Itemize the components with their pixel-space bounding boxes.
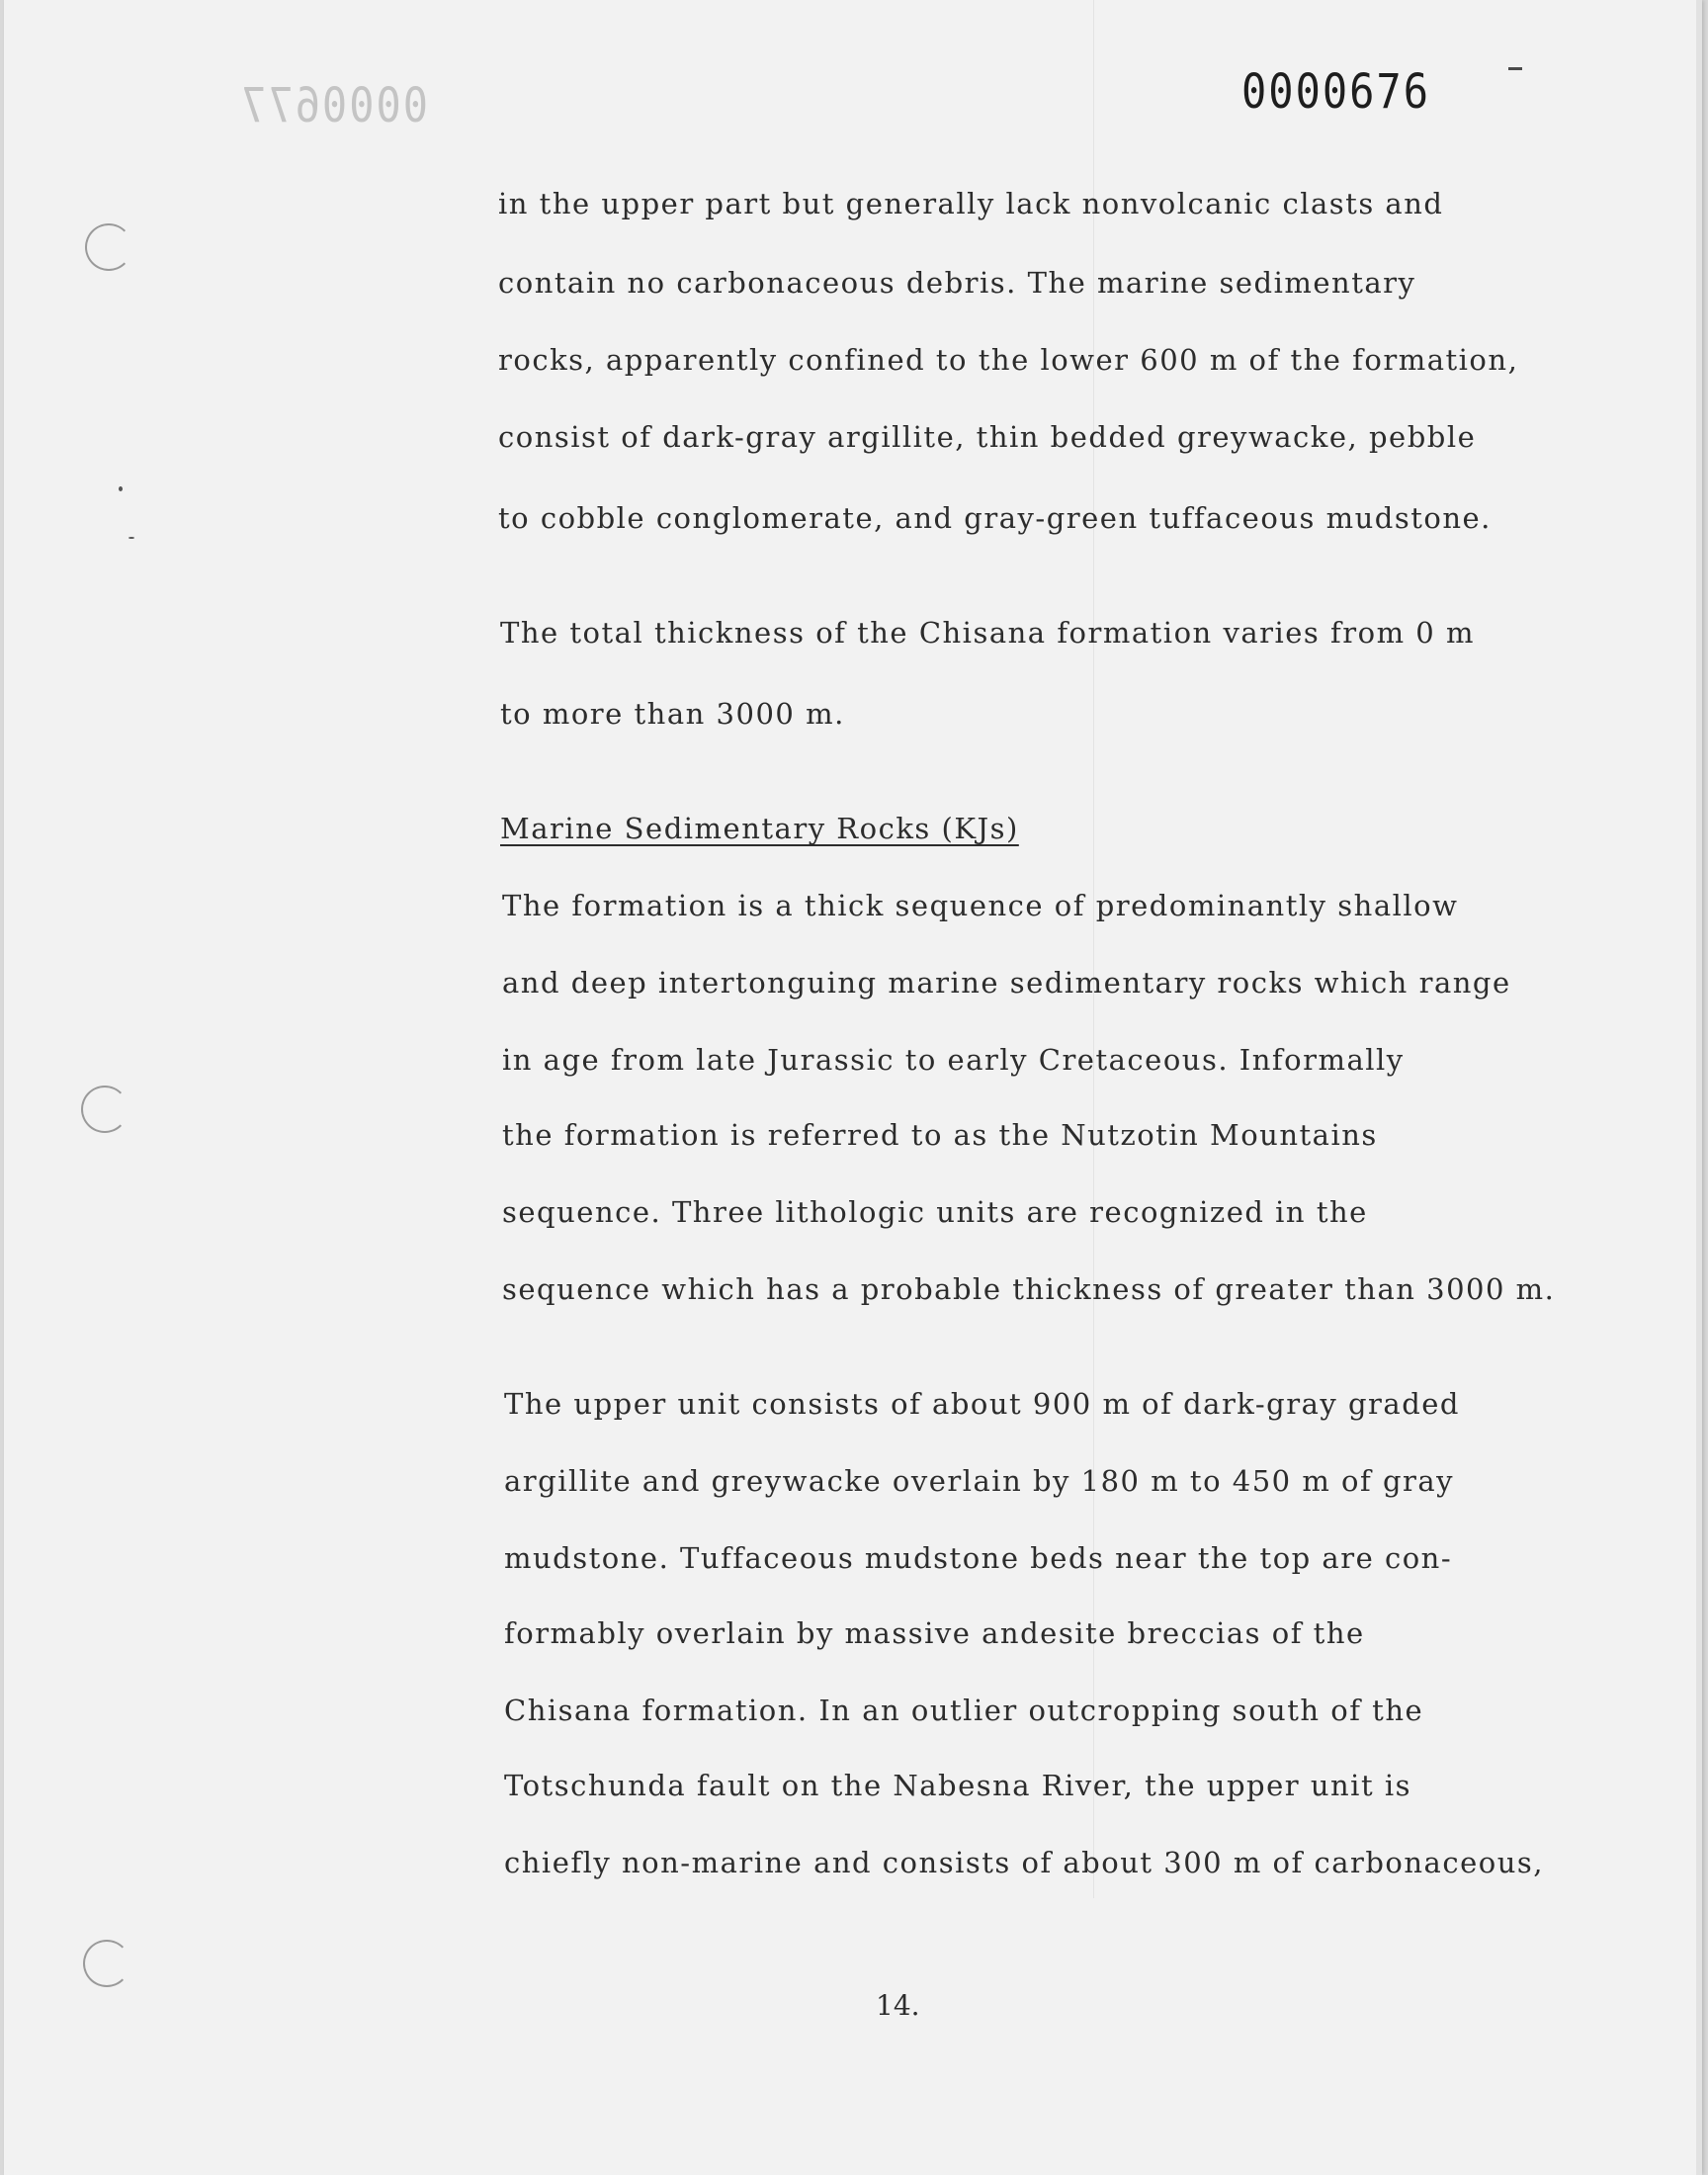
speck: [128, 537, 134, 539]
tick-mark: [1508, 67, 1522, 70]
doc-number: 0000676: [1241, 63, 1431, 120]
speck: [119, 486, 123, 491]
punch-hole-top: [85, 223, 132, 271]
punch-hole-middle: [81, 1086, 128, 1133]
text-line: chiefly non-marine and consists of about 300 m of carbonaceous,: [504, 1846, 1544, 1879]
text-line: in age from late Jurassic to early Cretaceous. Informally: [502, 1043, 1405, 1077]
text-line: in the upper part but generally lack nonvolcanic clasts and: [498, 187, 1444, 220]
text-line: to more than 3000 m.: [500, 697, 845, 731]
section-heading: Marine Sedimentary Rocks (KJs): [500, 812, 1019, 845]
text-line: to cobble conglomerate, and gray-green tuffaceous mudstone.: [498, 501, 1492, 535]
text-line: The total thickness of the Chisana formation varies from 0 m: [500, 616, 1475, 650]
text-line: The formation is a thick sequence of predominantly shallow: [502, 889, 1459, 922]
ghost-doc-number: 0000677: [239, 77, 429, 133]
text-line: the formation is referred to as the Nutzotin Mountains: [502, 1118, 1378, 1152]
text-line: The upper unit consists of about 900 m of dark-gray graded: [504, 1387, 1460, 1421]
page-edge-shadow: [1696, 0, 1702, 2175]
text-line: contain no carbonaceous debris. The marine sedimentary: [498, 266, 1416, 300]
text-line: Chisana formation. In an outlier outcropping south of the: [504, 1694, 1424, 1727]
text-line: Totschunda fault on the Nabesna River, the upper unit is: [504, 1769, 1411, 1802]
punch-hole-bottom: [83, 1940, 130, 1987]
text-line: consist of dark-gray argillite, thin bedded greywacke, pebble: [498, 420, 1477, 454]
text-line: sequence. Three lithologic units are recognized in the: [502, 1195, 1368, 1229]
page-number: 14.: [876, 1989, 920, 2022]
document-page: [4, 0, 1702, 2175]
text-line: sequence which has a probable thickness of greater than 3000 m.: [502, 1272, 1556, 1306]
text-line: and deep intertonguing marine sedimentary rocks which range: [502, 966, 1511, 1000]
text-line: mudstone. Tuffaceous mudstone beds near the top are con-: [504, 1541, 1453, 1575]
text-line: argillite and greywacke overlain by 180 m to 450 m of gray: [504, 1464, 1455, 1498]
text-line: rocks, apparently confined to the lower 600 m of the formation,: [498, 343, 1519, 377]
text-line: formably overlain by massive andesite breccias of the: [504, 1616, 1365, 1650]
